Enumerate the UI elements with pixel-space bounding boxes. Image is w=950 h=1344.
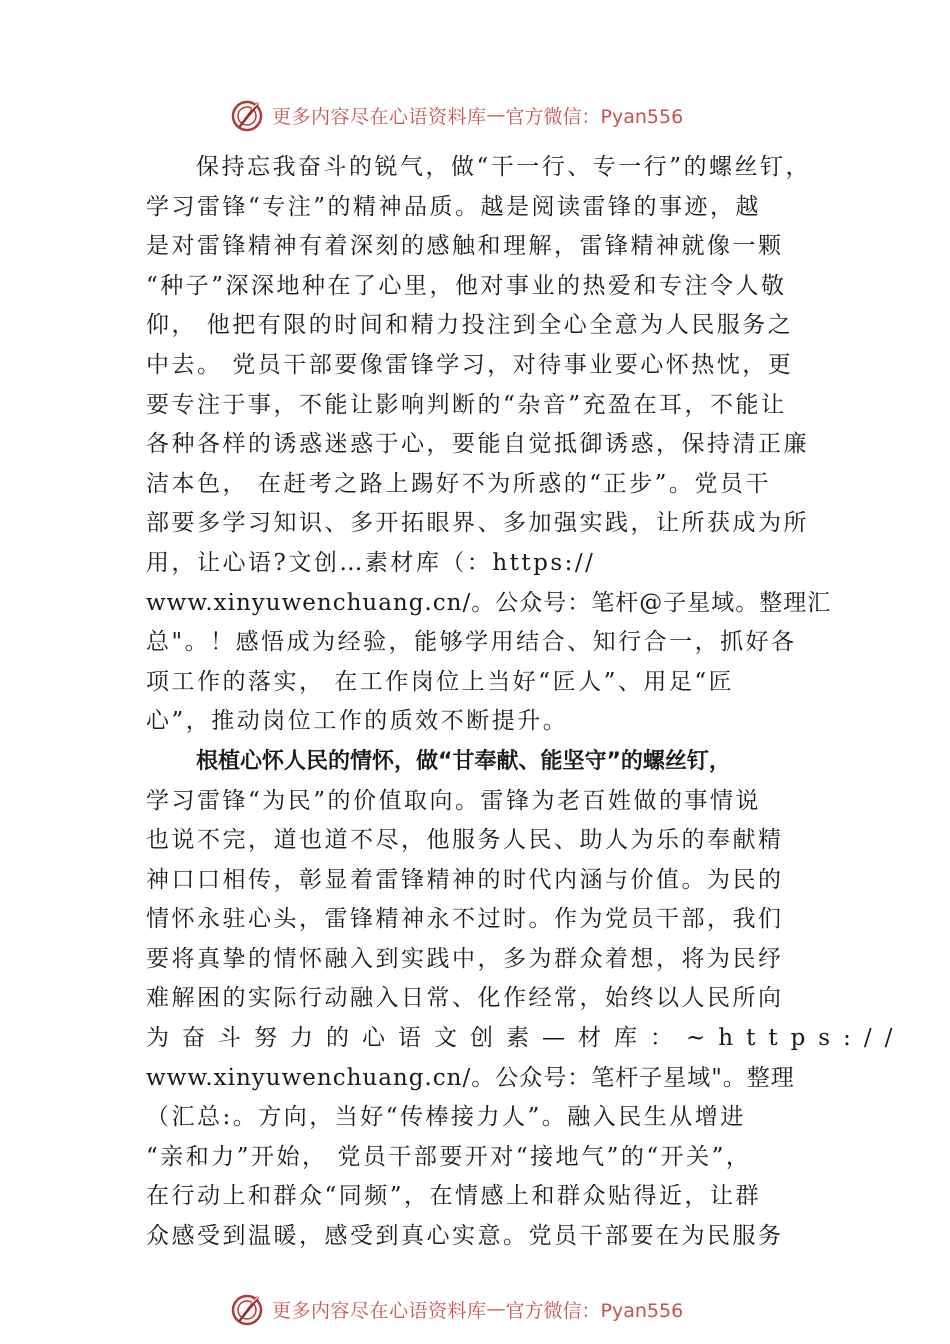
banner-contact: 官方微信：Pyan556 bbox=[505, 1299, 684, 1322]
banner-text: 更多内容尽在心语资料库 bbox=[272, 105, 487, 128]
text-line: 情怀永驻心头，雷锋精神永不过时。作为党员干部，我们 bbox=[146, 906, 784, 933]
text-line: 用，让心语?文创…素材库（：https:// bbox=[146, 549, 596, 576]
banner-text: 更多内容尽在心语资料库 bbox=[272, 1299, 487, 1322]
text-line: 仰， 他把有限的时间和精力投注到全心全意为人民服务之 bbox=[146, 312, 794, 339]
text-line: www.xinyuwenchuang.cn/。公众号：笔杆@子星域。整理汇 bbox=[146, 589, 832, 616]
text-line: 保持忘我奋斗的锐气，做“干一行、专一行”的螺丝钉， bbox=[196, 154, 812, 180]
text-line: www.xinyuwenchuang.cn/。公众号：笔杆子星域"。整理 bbox=[146, 1064, 795, 1091]
banner-separator: — bbox=[486, 1298, 506, 1320]
banner-contact: 官方微信：Pyan556 bbox=[505, 105, 684, 128]
header-watermark-banner bbox=[230, 95, 683, 135]
quill-logo-icon bbox=[230, 1291, 266, 1327]
text-line: 中去。 党员干部要像雷锋学习，对待事业要心怀热忱，更 bbox=[146, 351, 794, 378]
text-line: 学习雷锋“为民”的价值取向。雷锋为老百姓做的事情说 bbox=[146, 787, 762, 814]
text-line: “亲和力”开始， 党员干部要开对“接地气”的“开关”， bbox=[146, 1143, 752, 1170]
text-line: 部要多学习知识、多开拓眼界、多加强实践，让所获成为所 bbox=[146, 510, 809, 537]
text-line: 项工作的落实， 在工作岗位上当好“匠人”、用足“匠 bbox=[146, 668, 735, 695]
text-line: 是对雷锋精神有着深刻的感触和理解，雷锋精神就像一颗 bbox=[146, 233, 784, 260]
text-line: 心”，推动岗位工作的质效不断提升。 bbox=[146, 708, 569, 735]
text-line: 神口口相传，彰显着雷锋精神的时代内涵与价值。为民的 bbox=[146, 866, 784, 893]
text-line: 也说不完，道也道不尽，他服务人民、助人为乐的奉献精 bbox=[146, 827, 784, 854]
document-body bbox=[146, 148, 906, 1257]
text-line: 众感受到温暖，感受到真心实意。党员干部要在为民服务 bbox=[146, 1223, 784, 1250]
text-line: “种子”深深地种在了心里，他对事业的热爱和专注令人敬 bbox=[146, 272, 787, 299]
text-line: 要专注于事，不能让影响判断的“杂音”充盈在耳，不能让 bbox=[146, 391, 787, 418]
text-line: 在行动上和群众“同频”，在情感上和群众贴得近，让群 bbox=[146, 1183, 762, 1210]
quill-logo-icon bbox=[230, 97, 266, 133]
text-line: 学习雷锋“专注”的精神品质。越是阅读雷锋的事迹，越 bbox=[146, 193, 762, 220]
text-line: 洁本色， 在赶考之路上踢好不为所惑的“正步”。党员干 bbox=[146, 470, 771, 497]
text-line: 要将真挚的情怀融入到实践中，多为群众着想，将为民纾 bbox=[146, 945, 784, 972]
footer-watermark-banner bbox=[230, 1289, 683, 1329]
section-heading: 根植心怀人民的情怀，做“甘奉献、能坚守”的螺丝钉， bbox=[196, 748, 731, 774]
text-line: 各种各样的诱惑迷惑于心，要能自觉抵御诱惑，保持清正廉 bbox=[146, 431, 809, 458]
text-line: 难解困的实际行动融入日常、化作经常，始终以人民所向 bbox=[146, 985, 784, 1012]
text-line: （汇总:。方向，当好“传棒接力人”。融入民生从增进 bbox=[146, 1104, 746, 1131]
text-line: 为奋斗努力的心语文创素—材库：~https:// bbox=[146, 1025, 906, 1052]
banner-separator: — bbox=[486, 104, 506, 126]
text-line: 总"。！感悟成为经验，能够学用结合、知行合一，抓好各 bbox=[146, 629, 797, 656]
